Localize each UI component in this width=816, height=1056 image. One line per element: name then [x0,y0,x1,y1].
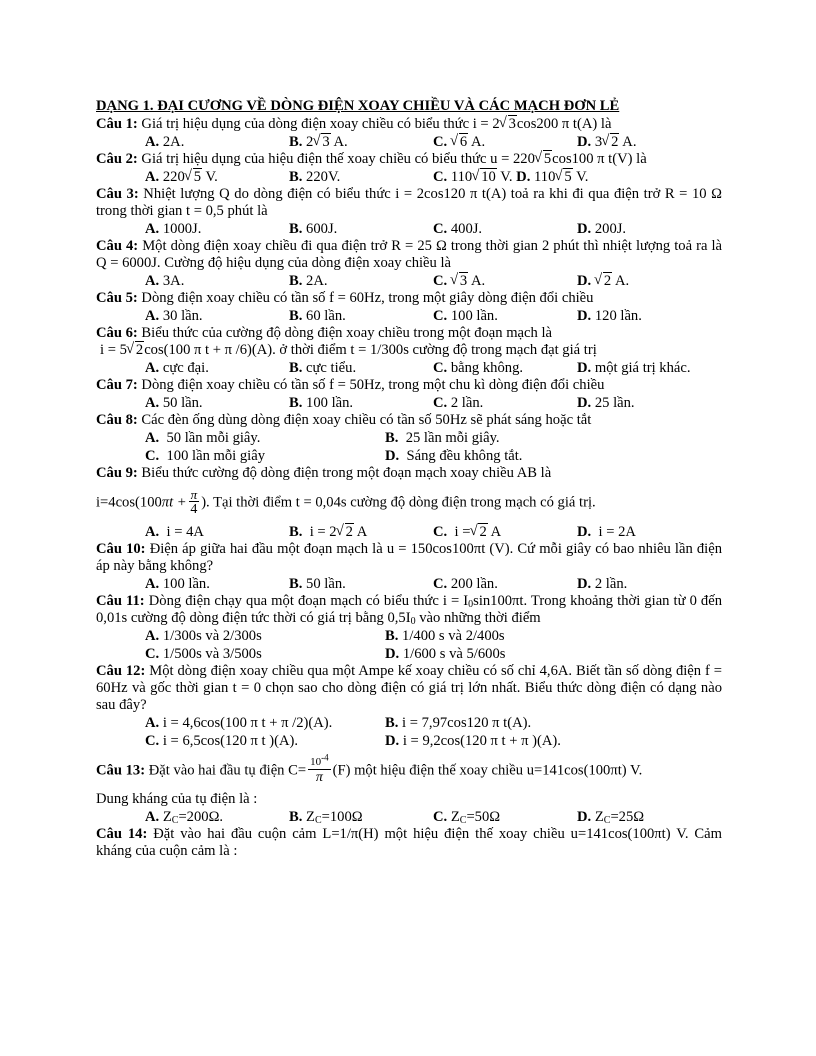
question-text: Một dòng điện xoay chiều qua một Ampe kế xoay chiều có số chỉ 4,6A. Biết tần số dòng điện f = 60Hz và gốc thời gian t = 0 chọn sao cho dòng điện có giá trị lớn nhất. Biểu thức dòng điện có dạng nào sau đây? [96,663,722,713]
option-c: C. 100 lần. [433,308,498,324]
answer-row [96,575,722,593]
answer-row [96,307,722,325]
question-label: Câu 6: [96,325,138,341]
option-c: C. i =√ 2 A [433,524,577,541]
question-label: Câu 10: [96,541,146,557]
option-c: C. 2 lần. [433,395,484,411]
option-a: A. 3A. [145,273,185,289]
option-a: A. 220√ 5 V. [145,169,289,186]
question-label: Câu 9: [96,465,138,481]
option-c: C. √ 6 A. [433,134,577,151]
option-d: D. 2 lần. [577,576,628,592]
question-label: Câu 8: [96,412,138,428]
page-content [96,98,722,860]
option-b: B. 100 lần. [289,395,354,411]
option-b: B. 600J. [289,221,338,237]
option-d: D. 25 lần. [577,395,635,411]
option-b: B. 2A. [289,273,328,289]
option-b: B. 1/400 s và 2/400s [385,628,505,644]
question-label: Câu 3: [96,186,139,202]
question-text: Dòng điện xoay chiều có tần số f = 50Hz, trong một chu kì dòng điện đổi chiều [141,377,605,393]
option-c: C. √ 3 A. [433,273,577,290]
question-label: Câu 5: [96,290,138,306]
option-b: B. i = 2√ 2 A [289,524,433,541]
question-text: Nhiệt lượng Q do dòng điện có biểu thức i = 2cos120 π t(A) toả ra khi đi qua điện trở R = 10 Ω trong thời gian t = 0,5 phút là [96,186,723,219]
question-9 [96,465,722,482]
option-b: B. 25 lần mỗi giây. [385,430,500,446]
question-text: Điện áp giữa hai đầu một đoạn mạch là u = 150cos100πt (V). Cứ mỗi giây có bao nhiêu lần điện áp này bằng không? [96,541,723,574]
option-a: A. i = 4,6cos(100 π t + π /2)(A). [145,715,333,731]
option-d: D. 1/600 s và 5/600s [385,646,506,662]
question-label: Câu 13: [96,762,146,779]
option-d: D. một giá trị khác. [577,360,691,376]
question-14 [96,826,722,860]
answer-row [96,447,722,465]
section-title: DẠNG 1. ĐẠI CƯƠNG VỀ DÒNG ĐIỆN XOAY CHIỀU VÀ CÁC MẠCH ĐƠN LẺ [96,98,620,114]
answer-row [96,394,722,412]
option-d: D. $Z_C=25\Omega$ [577,809,645,826]
option-d: D. Sáng đều không tắt. [385,448,523,464]
fraction: $\frac{10^{-4}}{\pi}$ [310,752,329,785]
option-a: A. 2A. [145,134,185,150]
option-a: A. 50 lần mỗi giây. [145,430,261,446]
answer-row [96,645,722,663]
question-13: Câu 13: Đặt vào hai đầu tụ điện C= $\frac{10^{-4}}{\pi}$ (F) một hiệu điện thế xoay chiều u=141cos(100πt) V. [96,752,643,785]
option-a: A. $Z_C=200\Omega$. [145,809,224,826]
question-6 [96,325,722,342]
option-a: A. 50 lần. [145,395,203,411]
answer-row [96,732,722,750]
answer-row [96,220,722,238]
sqrt: √ 3 [501,116,517,133]
answer-row [96,359,722,377]
question-text: Một dòng điện xoay chiều đi qua điện trở R = 25 Ω trong thời gian 2 phút thì nhiệt lượng toả ra là Q = 6000J. Cường độ hiệu dụng của dòng điện xoay chiều là [96,238,723,271]
question-7 [96,377,722,394]
option-a: A. i = 4A [145,524,204,540]
option-d: D. 3√ 2 A. [577,134,637,151]
answer-row [96,808,722,826]
question-label: Câu 1: [96,116,138,132]
option-c: C. bằng không. [433,360,524,376]
question-3 [96,186,722,220]
option-b: B. 50 lần. [289,576,346,592]
question-10 [96,541,722,575]
question-1 [96,116,722,133]
question-label: Câu 14: [96,826,148,842]
option-b: B. 60 lần. [289,308,346,324]
answer-row [96,272,722,290]
option-d: D. i = 2A [577,524,636,540]
question-12 [96,663,722,714]
option-c: C. $Z_C=50\Omega$ [433,809,501,826]
question-text: Đặt vào hai đầu cuộn cảm L=1/π(H) một hiệu điện thế xoay chiều u=141cos(100πt) V. Cảm kháng của cuộn cảm là : [96,826,722,859]
question-4 [96,238,722,272]
question-13-line2: Dung kháng của tụ điện là : [96,791,258,807]
answer-row [96,168,722,186]
option-a: A. 1/300s và 2/300s [145,628,262,644]
question-text: cos100 π t(V) là [552,151,647,167]
question-9-formula: i=4cos(100πt + $\frac{\pi}{4}$ ). Tại thời điểm t = 0,04s cường độ dòng điện trong mạch có giá trị. [96,487,596,517]
option-a: A. cực đại. [145,360,209,376]
option-c: C. 200 lần. [433,576,498,592]
question-label: Câu 2: [96,151,138,167]
question-8 [96,412,722,429]
question-text: Các đèn ống dùng dòng điện xoay chiều có tần số 50Hz sẽ phát sáng hoặc tắt [141,412,592,428]
answer-row [96,133,722,151]
option-c: C. 1/500s và 3/500s [145,646,262,662]
answer-row [96,714,722,732]
question-text: cos200 π t(A) là [516,116,612,132]
option-a: A. 1000J. [145,221,202,237]
question-text: Biểu thức cường độ dòng điện trong một đoạn mạch xoay chiều AB là [141,465,552,481]
option-a: A. 100 lần. [145,576,210,592]
option-c: C. 400J. [433,221,483,237]
question-label: Câu 11: [96,593,145,609]
option-b: B. 2√ 3 A. [289,134,433,151]
question-label: Câu 12: [96,663,146,679]
answer-row [96,627,722,645]
fraction: $\frac{\pi}{4}$ [190,487,198,517]
question-6-formula: i = 5√ 2cos(100 π t + π /6)(A). ở thời điểm t = 1/300s cường độ trong mạch đạt giá trị [96,342,722,359]
answer-row [96,429,722,447]
option-c: C. 110√ 10 V. D. 110√ 5 V. [433,169,588,186]
option-b: B. cực tiểu. [289,360,357,376]
question-text: Giá trị hiệu dụng của hiệu điện thế xoay chiều có biểu thức u = 220 [141,151,535,167]
option-a: A. 30 lần. [145,308,203,324]
option-d: D. 120 lần. [577,308,642,324]
answer-row [96,523,722,541]
option-c: C. i = 6,5cos(120 π t )(A). [145,733,299,749]
question-text: Dòng điện xoay chiều có tần số f = 60Hz, trong một giây dòng điện đổi chiều [141,290,594,306]
option-b: B. 220V. [289,169,341,185]
option-d: D. i = 9,2cos(120 π t + π )(A). [385,733,561,749]
question-text: Giá trị hiệu dụng của dòng điện xoay chiều có biểu thức i = 2 [141,116,500,132]
question-label: Câu 7: [96,377,138,393]
question-5 [96,290,722,307]
question-label: Câu 4: [96,238,139,254]
option-b: B. $Z_C=100\Omega$ [289,809,363,826]
option-b: B. i = 7,97cos120 π t(A). [385,715,532,731]
option-d: D. √ 2 A. [577,273,629,290]
option-d: D. 200J. [577,221,627,237]
question-11: Câu 11: Dòng điện chạy qua một đoạn mạch có biểu thức $i = I_0\sin 100\pi t$. Trong khoảng thời gian từ 0 đến 0,01s cường độ dòng điện tức thời có giá trị bằng $0,5I_0$ vào những thời điểm [96,593,723,627]
question-2: Câu 2: Giá trị hiệu dụng của hiệu điện thế xoay chiều có biểu thức u = 220√ 5cos100 π t(V) là [96,151,722,168]
option-c: C. 100 lần mỗi giây [145,448,265,464]
question-text: Biểu thức của cường độ dòng điện xoay chiều trong một đoạn mạch là [141,325,552,341]
